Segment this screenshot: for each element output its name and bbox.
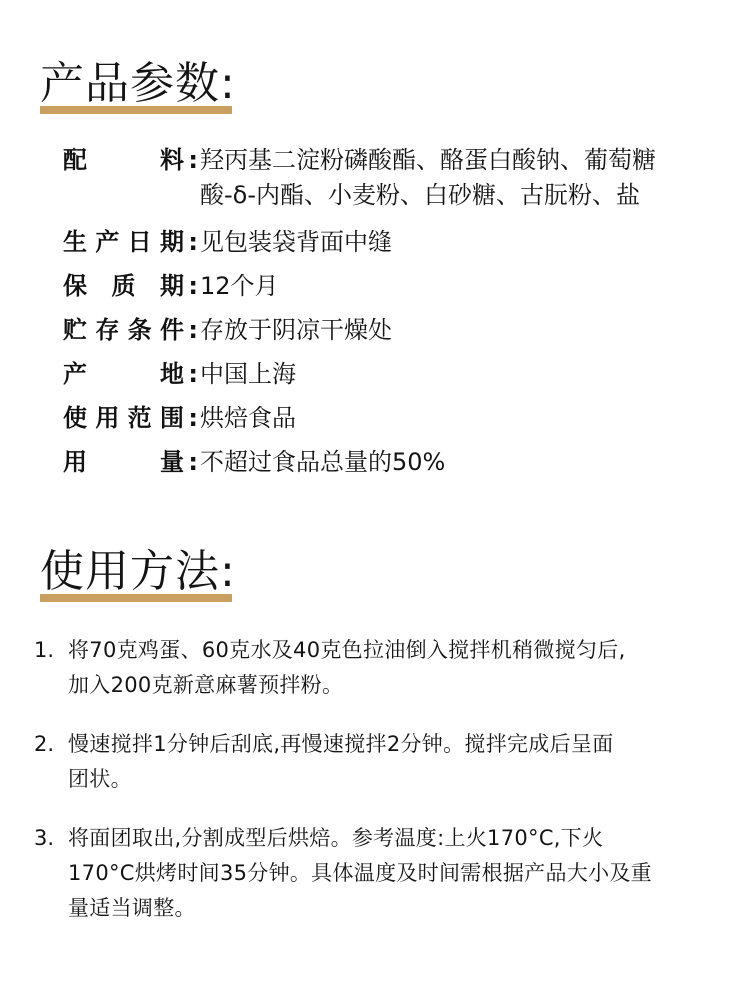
usage-steps-list	[34, 633, 734, 950]
param-label-char: 围	[159, 404, 184, 432]
param-label-colon: :	[188, 404, 198, 432]
step-text-line: 将70克鸡蛋、60克水及40克色拉油倒入搅拌机稍微搅匀后,	[68, 638, 626, 662]
param-row	[63, 445, 733, 480]
param-label-char: 范	[127, 404, 152, 432]
step-text-line: 加入200克新意麻薯预拌粉。	[68, 673, 344, 697]
step-text-line: 慢速搅拌1分钟后刮底,再慢速搅拌2分钟。搅拌完成后呈面	[68, 732, 614, 756]
param-label-char: 日	[127, 228, 152, 256]
param-label-char: 贮	[63, 316, 87, 344]
step-text	[68, 633, 626, 703]
param-label	[63, 401, 198, 436]
step-text-line: 将面团取出,分割成型后烘焙。参考温度:上火170°C,下火	[68, 826, 604, 850]
param-label-colon: :	[188, 316, 198, 344]
param-label-char: 保	[63, 272, 87, 300]
step-number: 2.	[34, 732, 55, 756]
usage-heading	[40, 546, 236, 602]
param-value	[198, 313, 733, 348]
param-value	[198, 445, 733, 480]
param-value	[198, 225, 733, 260]
params-list	[63, 143, 733, 489]
product-params-title: 产品参数:	[40, 58, 236, 109]
param-label-char: 产	[63, 360, 87, 388]
step-number: 3.	[34, 826, 55, 850]
param-label	[63, 225, 198, 260]
param-value	[198, 269, 733, 304]
param-label	[63, 357, 198, 392]
param-row	[63, 143, 733, 213]
usage-step	[34, 727, 734, 797]
param-label	[63, 269, 198, 304]
param-label-colon: :	[188, 228, 198, 256]
step-text-line: 团状。	[68, 767, 132, 791]
param-label	[63, 445, 198, 480]
usage-title: 使用方法:	[40, 546, 236, 597]
param-row	[63, 401, 733, 436]
param-value-line: 12个月	[200, 272, 279, 300]
param-label-char: 料	[160, 146, 184, 174]
step-text	[68, 821, 652, 926]
param-label-char: 配	[63, 146, 87, 174]
param-value-line: 烘焙食品	[200, 404, 296, 432]
param-label-char: 期	[159, 228, 184, 256]
step-text-line: 量适当调整。	[68, 896, 196, 920]
product-params-heading	[40, 58, 236, 114]
param-label-char: 条	[127, 316, 152, 344]
param-value-line: 存放于阴凉干燥处	[200, 316, 392, 344]
param-label-colon: :	[188, 448, 198, 476]
step-text-line: 170°C烘烤时间35分钟。具体温度及时间需根据产品大小及重	[68, 861, 652, 885]
param-label-char: 地	[160, 360, 184, 388]
param-label-char: 期	[160, 272, 184, 300]
param-label	[63, 143, 198, 178]
param-row	[63, 269, 733, 304]
param-value	[198, 357, 733, 392]
param-row	[63, 225, 733, 260]
step-number: 1.	[34, 638, 55, 662]
param-label-char: 量	[160, 448, 184, 476]
param-value-line: 羟丙基二淀粉磷酸酯、酪蛋白酸钠、葡萄糖	[200, 146, 656, 174]
param-label	[63, 313, 198, 348]
param-label-char: 质	[111, 272, 136, 300]
param-label-char: 存	[95, 316, 120, 344]
param-value	[198, 401, 733, 436]
param-row	[63, 313, 733, 348]
param-label-colon: :	[188, 146, 198, 174]
usage-step	[34, 633, 734, 703]
param-label-colon: :	[188, 272, 198, 300]
param-value	[198, 143, 733, 213]
param-label-char: 用	[95, 404, 120, 432]
param-label-char: 用	[63, 448, 87, 476]
param-label-char: 生	[63, 228, 87, 256]
param-value-line: 酸-δ-内酯、小麦粉、白砂糖、古朊粉、盐	[200, 181, 641, 209]
param-row	[63, 357, 733, 392]
param-value-line: 中国上海	[200, 360, 296, 388]
step-text	[68, 727, 614, 797]
param-label-colon: :	[188, 360, 198, 388]
param-label-char: 件	[159, 316, 184, 344]
param-value-line: 不超过食品总量的50%	[200, 448, 446, 476]
param-label-char: 产	[95, 228, 120, 256]
usage-step	[34, 821, 734, 926]
param-label-char: 使	[63, 404, 87, 432]
param-value-line: 见包装袋背面中缝	[200, 228, 392, 256]
